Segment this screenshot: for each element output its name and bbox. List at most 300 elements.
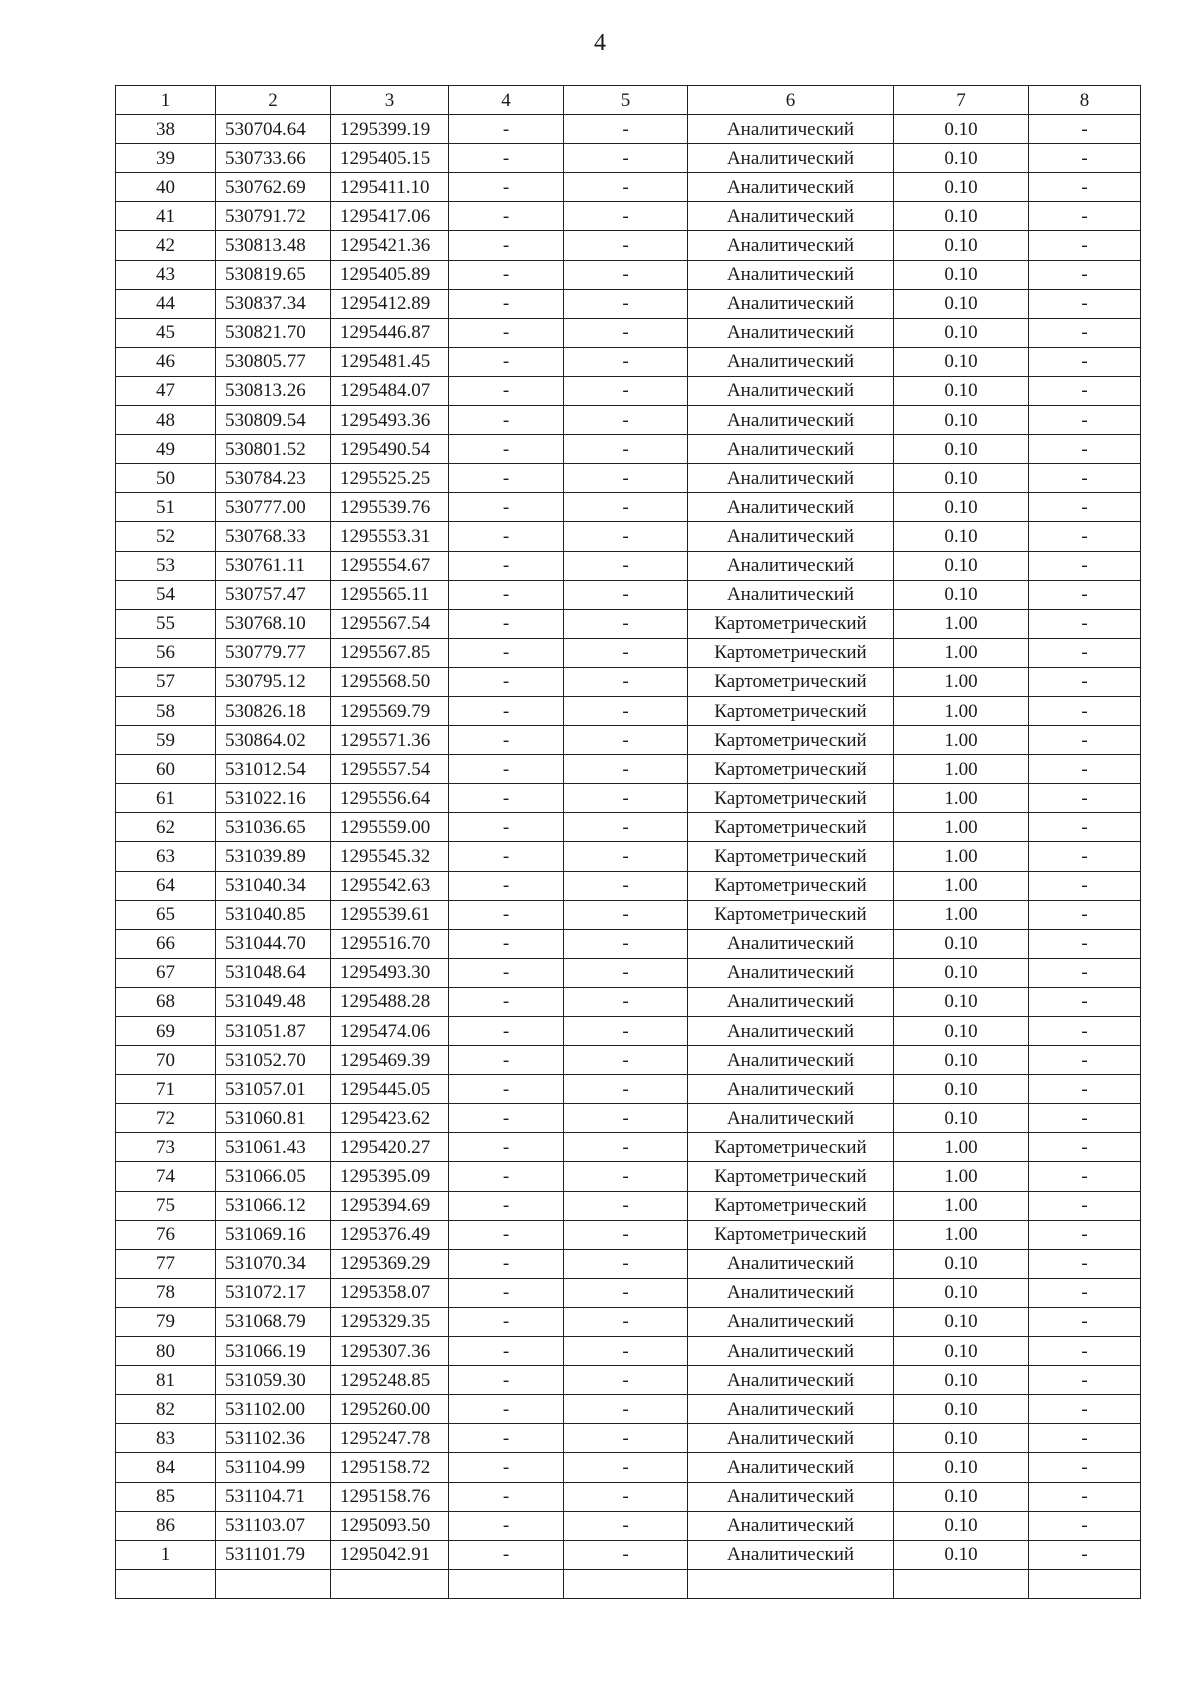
y-coordinate: 1295445.05 [331,1075,449,1104]
column-8-value: - [1029,842,1141,871]
column-8-value: - [1029,1482,1141,1511]
y-coordinate: 1295423.62 [331,1104,449,1133]
column-8-value: - [1029,435,1141,464]
x-coordinate: 530801.52 [216,435,331,464]
column-5-value: - [564,435,688,464]
y-coordinate: 1295567.85 [331,638,449,667]
column-4-value: - [449,551,564,580]
y-coordinate: 1295556.64 [331,784,449,813]
point-number: 83 [116,1424,216,1453]
column-5-value: - [564,260,688,289]
column-4-value: - [449,1511,564,1540]
point-number: 77 [116,1249,216,1278]
page-number: 4 [594,30,606,56]
column-header: 5 [564,86,688,115]
column-4-value: - [449,1453,564,1482]
accuracy: 0.10 [894,202,1029,231]
table-row [116,1482,1141,1511]
column-8-value: - [1029,1453,1141,1482]
point-number: 1 [116,1540,216,1569]
x-coordinate: 530826.18 [216,696,331,725]
point-number: 78 [116,1278,216,1307]
accuracy: 1.00 [894,609,1029,638]
column-4-value: - [449,667,564,696]
column-5-value: - [564,1046,688,1075]
column-4-value: - [449,580,564,609]
column-8-value: - [1029,667,1141,696]
method: Аналитический [688,115,894,144]
column-5-value: - [564,1133,688,1162]
column-5-value: - [564,1337,688,1366]
point-number: 38 [116,115,216,144]
y-coordinate: 1295493.36 [331,406,449,435]
point-number: 55 [116,609,216,638]
column-5-value: - [564,1104,688,1133]
table-row [116,1075,1141,1104]
column-8-value: - [1029,1540,1141,1569]
column-4-value: - [449,318,564,347]
y-coordinate: 1295369.29 [331,1249,449,1278]
method: Аналитический [688,1104,894,1133]
accuracy: 1.00 [894,696,1029,725]
column-5-value: - [564,173,688,202]
column-5-value: - [564,900,688,929]
point-number: 70 [116,1046,216,1075]
empty-cell [894,1569,1029,1598]
column-5-value: - [564,813,688,842]
y-coordinate: 1295545.32 [331,842,449,871]
y-coordinate: 1295412.89 [331,289,449,318]
column-5-value: - [564,493,688,522]
x-coordinate: 531039.89 [216,842,331,871]
method: Аналитический [688,1424,894,1453]
accuracy: 0.10 [894,144,1029,173]
column-5-value: - [564,987,688,1016]
column-4-value: - [449,289,564,318]
y-coordinate: 1295565.11 [331,580,449,609]
accuracy: 0.10 [894,464,1029,493]
method: Аналитический [688,1307,894,1336]
accuracy: 0.10 [894,1511,1029,1540]
x-coordinate: 530813.48 [216,231,331,260]
table-row [116,493,1141,522]
accuracy: 0.10 [894,1337,1029,1366]
accuracy: 0.10 [894,289,1029,318]
x-coordinate: 531059.30 [216,1366,331,1395]
point-number: 41 [116,202,216,231]
accuracy: 0.10 [894,1424,1029,1453]
column-5-value: - [564,784,688,813]
point-number: 65 [116,900,216,929]
column-4-value: - [449,1191,564,1220]
column-5-value: - [564,755,688,784]
method: Аналитический [688,1482,894,1511]
column-8-value: - [1029,871,1141,900]
column-4-value: - [449,929,564,958]
column-4-value: - [449,813,564,842]
column-8-value: - [1029,638,1141,667]
method: Картометрический [688,755,894,784]
column-4-value: - [449,638,564,667]
accuracy: 0.10 [894,173,1029,202]
accuracy: 1.00 [894,1191,1029,1220]
empty-cell [449,1569,564,1598]
column-4-value: - [449,842,564,871]
point-number: 54 [116,580,216,609]
column-8-value: - [1029,231,1141,260]
y-coordinate: 1295493.30 [331,958,449,987]
table-row [116,987,1141,1016]
column-8-value: - [1029,1104,1141,1133]
point-number: 42 [116,231,216,260]
table-row [116,376,1141,405]
y-coordinate: 1295525.25 [331,464,449,493]
accuracy: 0.10 [894,1017,1029,1046]
method: Картометрический [688,609,894,638]
method: Аналитический [688,406,894,435]
column-8-value: - [1029,1017,1141,1046]
table-row [116,929,1141,958]
x-coordinate: 531052.70 [216,1046,331,1075]
y-coordinate: 1295557.54 [331,755,449,784]
point-number: 51 [116,493,216,522]
column-8-value: - [1029,900,1141,929]
column-8-value: - [1029,755,1141,784]
method: Аналитический [688,493,894,522]
column-8-value: - [1029,464,1141,493]
y-coordinate: 1295405.89 [331,260,449,289]
table-row [116,144,1141,173]
point-number: 45 [116,318,216,347]
column-5-value: - [564,609,688,638]
table-row [116,1249,1141,1278]
column-8-value: - [1029,493,1141,522]
x-coordinate: 531060.81 [216,1104,331,1133]
table-row [116,696,1141,725]
accuracy: 1.00 [894,1133,1029,1162]
table-row [116,1453,1141,1482]
point-number: 59 [116,726,216,755]
point-number: 84 [116,1453,216,1482]
y-coordinate: 1295539.76 [331,493,449,522]
column-4-value: - [449,609,564,638]
y-coordinate: 1295042.91 [331,1540,449,1569]
column-4-value: - [449,900,564,929]
column-8-value: - [1029,1046,1141,1075]
y-coordinate: 1295394.69 [331,1191,449,1220]
point-number: 43 [116,260,216,289]
point-number: 81 [116,1366,216,1395]
x-coordinate: 531070.34 [216,1249,331,1278]
column-header: 1 [116,86,216,115]
column-8-value: - [1029,929,1141,958]
point-number: 72 [116,1104,216,1133]
column-5-value: - [564,580,688,609]
point-number: 47 [116,376,216,405]
method: Картометрический [688,696,894,725]
method: Аналитический [688,202,894,231]
x-coordinate: 530768.33 [216,522,331,551]
x-coordinate: 531049.48 [216,987,331,1016]
column-header: 8 [1029,86,1141,115]
x-coordinate: 530821.70 [216,318,331,347]
column-8-value: - [1029,318,1141,347]
x-coordinate: 531036.65 [216,813,331,842]
method: Аналитический [688,376,894,405]
column-4-value: - [449,1162,564,1191]
column-4-value: - [449,958,564,987]
x-coordinate: 531061.43 [216,1133,331,1162]
table-row [116,900,1141,929]
x-coordinate: 530819.65 [216,260,331,289]
table-row [116,755,1141,784]
x-coordinate: 531040.34 [216,871,331,900]
x-coordinate: 531044.70 [216,929,331,958]
y-coordinate: 1295376.49 [331,1220,449,1249]
x-coordinate: 530768.10 [216,609,331,638]
point-number: 64 [116,871,216,900]
column-8-value: - [1029,1278,1141,1307]
column-4-value: - [449,1075,564,1104]
column-5-value: - [564,638,688,667]
column-8-value: - [1029,1395,1141,1424]
method: Аналитический [688,464,894,493]
y-coordinate: 1295329.35 [331,1307,449,1336]
table-row [116,667,1141,696]
y-coordinate: 1295093.50 [331,1511,449,1540]
table-row [116,1220,1141,1249]
column-8-value: - [1029,580,1141,609]
table-row [116,638,1141,667]
table-row [116,1337,1141,1366]
x-coordinate: 531057.01 [216,1075,331,1104]
column-4-value: - [449,173,564,202]
table-row [116,1278,1141,1307]
accuracy: 1.00 [894,726,1029,755]
column-5-value: - [564,144,688,173]
y-coordinate: 1295405.15 [331,144,449,173]
table-row [116,1307,1141,1336]
accuracy: 0.10 [894,115,1029,144]
column-5-value: - [564,1366,688,1395]
table-row [116,1511,1141,1540]
column-4-value: - [449,231,564,260]
accuracy: 1.00 [894,667,1029,696]
point-number: 49 [116,435,216,464]
table-row [116,1133,1141,1162]
accuracy: 1.00 [894,842,1029,871]
column-5-value: - [564,667,688,696]
accuracy: 0.10 [894,1482,1029,1511]
table-row [116,1191,1141,1220]
x-coordinate: 530761.11 [216,551,331,580]
method: Аналитический [688,1366,894,1395]
method: Аналитический [688,522,894,551]
accuracy: 0.10 [894,1278,1029,1307]
x-coordinate: 531066.19 [216,1337,331,1366]
x-coordinate: 531072.17 [216,1278,331,1307]
accuracy: 0.10 [894,231,1029,260]
table-header-row [116,86,1141,115]
accuracy: 1.00 [894,755,1029,784]
column-5-value: - [564,551,688,580]
column-4-value: - [449,435,564,464]
method: Аналитический [688,1511,894,1540]
table-row [116,115,1141,144]
x-coordinate: 530864.02 [216,726,331,755]
column-8-value: - [1029,173,1141,202]
accuracy: 1.00 [894,900,1029,929]
x-coordinate: 530733.66 [216,144,331,173]
column-5-value: - [564,1482,688,1511]
column-8-value: - [1029,551,1141,580]
method: Картометрический [688,1162,894,1191]
method: Картометрический [688,1191,894,1220]
table-row [116,813,1141,842]
accuracy: 0.10 [894,347,1029,376]
empty-cell [1029,1569,1141,1598]
column-8-value: - [1029,1249,1141,1278]
column-8-value: - [1029,1424,1141,1453]
y-coordinate: 1295158.72 [331,1453,449,1482]
column-4-value: - [449,1482,564,1511]
point-number: 60 [116,755,216,784]
x-coordinate: 531104.99 [216,1453,331,1482]
column-5-value: - [564,958,688,987]
column-8-value: - [1029,376,1141,405]
column-5-value: - [564,1162,688,1191]
column-5-value: - [564,115,688,144]
accuracy: 0.10 [894,580,1029,609]
column-5-value: - [564,1075,688,1104]
y-coordinate: 1295446.87 [331,318,449,347]
y-coordinate: 1295559.00 [331,813,449,842]
x-coordinate: 531066.12 [216,1191,331,1220]
table-row [116,289,1141,318]
column-5-value: - [564,1249,688,1278]
point-number: 56 [116,638,216,667]
point-number: 75 [116,1191,216,1220]
empty-cell [564,1569,688,1598]
accuracy: 0.10 [894,1046,1029,1075]
x-coordinate: 531101.79 [216,1540,331,1569]
x-coordinate: 531022.16 [216,784,331,813]
table-row [116,1366,1141,1395]
x-coordinate: 530704.64 [216,115,331,144]
column-5-value: - [564,842,688,871]
point-number: 71 [116,1075,216,1104]
accuracy: 0.10 [894,1453,1029,1482]
column-4-value: - [449,493,564,522]
column-header: 7 [894,86,1029,115]
column-5-value: - [564,726,688,755]
column-5-value: - [564,1453,688,1482]
point-number: 39 [116,144,216,173]
accuracy: 0.10 [894,551,1029,580]
column-4-value: - [449,464,564,493]
method: Аналитический [688,1337,894,1366]
column-5-value: - [564,1191,688,1220]
table-row [116,347,1141,376]
point-number: 40 [116,173,216,202]
point-number: 52 [116,522,216,551]
column-8-value: - [1029,522,1141,551]
empty-table-row [116,1569,1141,1598]
point-number: 48 [116,406,216,435]
column-8-value: - [1029,813,1141,842]
x-coordinate: 531102.00 [216,1395,331,1424]
column-4-value: - [449,1046,564,1075]
x-coordinate: 530757.47 [216,580,331,609]
column-5-value: - [564,1017,688,1046]
column-8-value: - [1029,609,1141,638]
column-5-value: - [564,522,688,551]
column-5-value: - [564,1307,688,1336]
table-row [116,551,1141,580]
method: Аналитический [688,347,894,376]
column-header: 2 [216,86,331,115]
table-row [116,1162,1141,1191]
method: Картометрический [688,667,894,696]
table-row [116,464,1141,493]
method: Картометрический [688,784,894,813]
column-header: 6 [688,86,894,115]
column-8-value: - [1029,784,1141,813]
accuracy: 0.10 [894,987,1029,1016]
column-4-value: - [449,987,564,1016]
y-coordinate: 1295542.63 [331,871,449,900]
y-coordinate: 1295469.39 [331,1046,449,1075]
column-4-value: - [449,202,564,231]
method: Аналитический [688,144,894,173]
column-8-value: - [1029,144,1141,173]
accuracy: 0.10 [894,958,1029,987]
column-4-value: - [449,1104,564,1133]
column-8-value: - [1029,987,1141,1016]
x-coordinate: 531048.64 [216,958,331,987]
column-8-value: - [1029,406,1141,435]
y-coordinate: 1295488.28 [331,987,449,1016]
y-coordinate: 1295567.54 [331,609,449,638]
column-8-value: - [1029,1162,1141,1191]
x-coordinate: 530805.77 [216,347,331,376]
x-coordinate: 531102.36 [216,1424,331,1453]
accuracy: 0.10 [894,435,1029,464]
y-coordinate: 1295554.67 [331,551,449,580]
accuracy: 0.10 [894,1104,1029,1133]
column-header: 4 [449,86,564,115]
x-coordinate: 531040.85 [216,900,331,929]
column-header: 3 [331,86,449,115]
table-row [116,958,1141,987]
y-coordinate: 1295358.07 [331,1278,449,1307]
method: Аналитический [688,929,894,958]
table-row [116,173,1141,202]
x-coordinate: 530784.23 [216,464,331,493]
accuracy: 1.00 [894,784,1029,813]
table-row [116,1540,1141,1569]
table-row [116,1017,1141,1046]
point-number: 66 [116,929,216,958]
column-8-value: - [1029,958,1141,987]
x-coordinate: 531066.05 [216,1162,331,1191]
coordinates-table [115,85,1141,1599]
y-coordinate: 1295568.50 [331,667,449,696]
y-coordinate: 1295516.70 [331,929,449,958]
point-number: 67 [116,958,216,987]
table-row [116,435,1141,464]
column-4-value: - [449,1133,564,1162]
